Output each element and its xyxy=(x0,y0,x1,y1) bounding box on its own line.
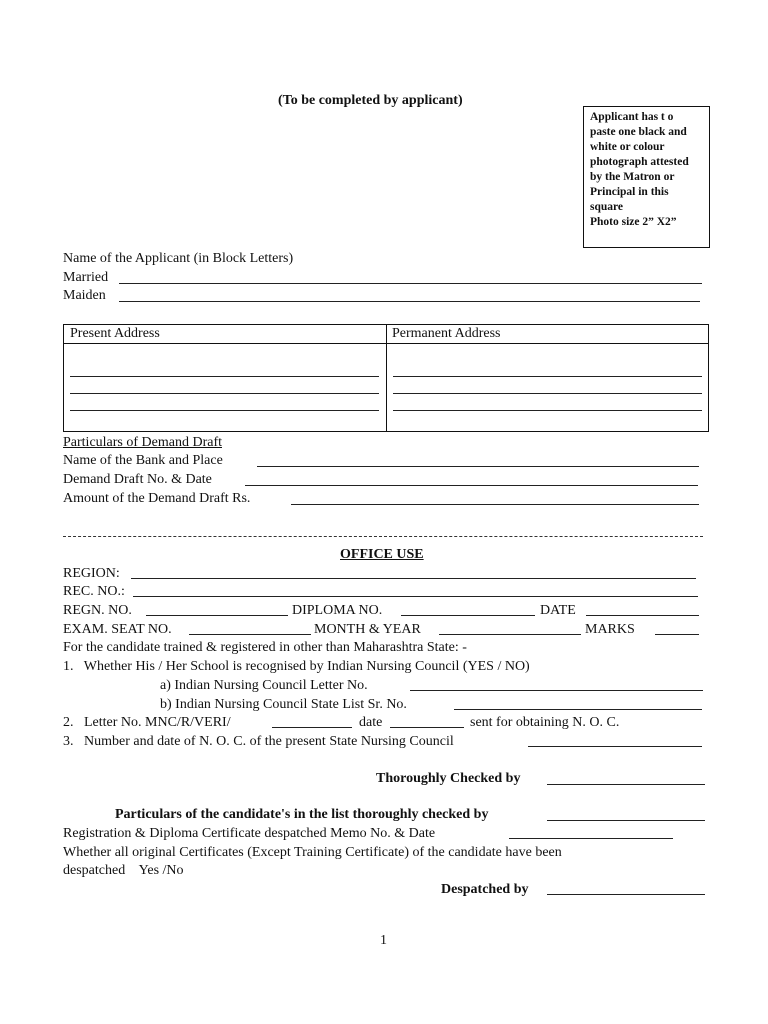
checked-by-field[interactable] xyxy=(547,784,705,785)
item-2-date-field[interactable] xyxy=(390,727,464,728)
photo-line: Photo size 2” X2” xyxy=(590,216,677,228)
marks-field[interactable] xyxy=(655,634,699,635)
diploma-no-label: DIPLOMA NO. xyxy=(292,603,383,618)
regn-no-label: REGN. NO. xyxy=(63,603,132,618)
region-field[interactable] xyxy=(131,578,696,579)
exam-seat-field[interactable] xyxy=(189,634,311,635)
photo-line: Applicant has t o xyxy=(590,111,674,123)
photo-line: Principal in this xyxy=(590,186,669,198)
certificate-despatch-label: Registration & Diploma Certificate despatched Memo No. & Date xyxy=(63,826,436,841)
original-certificates-text: Whether all original Certificates (Except Training Certificate) of the candidate have been xyxy=(63,845,562,860)
permanent-address-line[interactable] xyxy=(393,410,702,411)
photo-box[interactable] xyxy=(583,106,710,248)
maiden-field[interactable] xyxy=(119,301,700,302)
particulars-checked-label: Particulars of the candidate's in the list thoroughly checked by xyxy=(115,807,489,822)
present-address-line[interactable] xyxy=(70,376,379,377)
particulars-checked-field[interactable] xyxy=(547,820,705,821)
despatched-by-label: Despatched by xyxy=(441,882,529,897)
dd-amount-field[interactable] xyxy=(291,504,699,505)
permanent-address-line[interactable] xyxy=(393,376,702,377)
photo-line: square xyxy=(590,201,624,213)
regn-no-field[interactable] xyxy=(146,615,288,616)
photo-line: photograph attested xyxy=(590,156,689,168)
other-state-text: For the candidate trained & registered in other than Maharashtra State: - xyxy=(63,640,467,655)
item-2-suffix: sent for obtaining N. O. C. xyxy=(470,715,620,730)
page-number: 1 xyxy=(380,933,387,948)
despatched-yes-no: despatched Yes /No xyxy=(63,863,184,878)
checked-by-label: Thoroughly Checked by xyxy=(376,771,521,786)
photo-line: by the Matron or xyxy=(590,171,675,183)
region-label: REGION: xyxy=(63,566,120,581)
address-table xyxy=(63,324,709,432)
permanent-address-header: Permanent Address xyxy=(386,325,708,344)
present-address-line[interactable] xyxy=(70,410,379,411)
photo-instructions xyxy=(590,110,706,230)
rec-no-field[interactable] xyxy=(133,596,698,597)
item-3-label: 3. Number and date of N. O. C. of the present State Nursing Council xyxy=(63,734,454,749)
present-address-line[interactable] xyxy=(70,393,379,394)
month-year-field[interactable] xyxy=(439,634,581,635)
item-1b-label: b) Indian Nursing Council State List Sr. No. xyxy=(160,697,407,712)
rec-no-label: REC. NO.: xyxy=(63,584,125,599)
photo-line: white or colour xyxy=(590,141,665,153)
marks-label: MARKS xyxy=(585,622,635,637)
date-field[interactable] xyxy=(586,615,699,616)
certificate-despatch-field[interactable] xyxy=(509,838,673,839)
item-1a-label: a) Indian Nursing Council Letter No. xyxy=(160,678,368,693)
diploma-no-field[interactable] xyxy=(401,615,535,616)
separator xyxy=(63,536,703,537)
item-2-date-label: date xyxy=(359,715,383,730)
date-label: DATE xyxy=(540,603,576,618)
bank-field[interactable] xyxy=(257,466,699,467)
item-1: 1. Whether His / Her School is recognised by Indian Nursing Council (YES / NO) xyxy=(63,659,530,674)
dd-amount-label: Amount of the Demand Draft Rs. xyxy=(63,491,251,506)
item-1a-field[interactable] xyxy=(410,690,703,691)
present-address-header: Present Address xyxy=(64,325,386,344)
month-year-label: MONTH & YEAR xyxy=(314,622,421,637)
demand-draft-heading: Particulars of Demand Draft xyxy=(63,435,222,450)
despatched-by-field[interactable] xyxy=(547,894,705,895)
permanent-address-line[interactable] xyxy=(393,393,702,394)
dd-no-label: Demand Draft No. & Date xyxy=(63,472,212,487)
maiden-label: Maiden xyxy=(63,288,106,303)
exam-seat-label: EXAM. SEAT NO. xyxy=(63,622,172,637)
bank-label: Name of the Bank and Place xyxy=(63,453,223,468)
office-use-heading: OFFICE USE xyxy=(340,547,424,562)
applicant-name-label: Name of the Applicant (in Block Letters) xyxy=(63,251,294,266)
column-divider xyxy=(386,325,387,431)
married-field[interactable] xyxy=(119,283,702,284)
page-title: (To be completed by applicant) xyxy=(278,93,463,108)
dd-no-field[interactable] xyxy=(245,485,698,486)
item-2-label: 2. Letter No. MNC/R/VERI/ xyxy=(63,715,231,730)
item-3-field[interactable] xyxy=(528,746,702,747)
item-1b-field[interactable] xyxy=(454,709,702,710)
married-label: Married xyxy=(63,270,109,285)
photo-line: paste one black and xyxy=(590,126,687,138)
item-2-letter-field[interactable] xyxy=(272,727,352,728)
